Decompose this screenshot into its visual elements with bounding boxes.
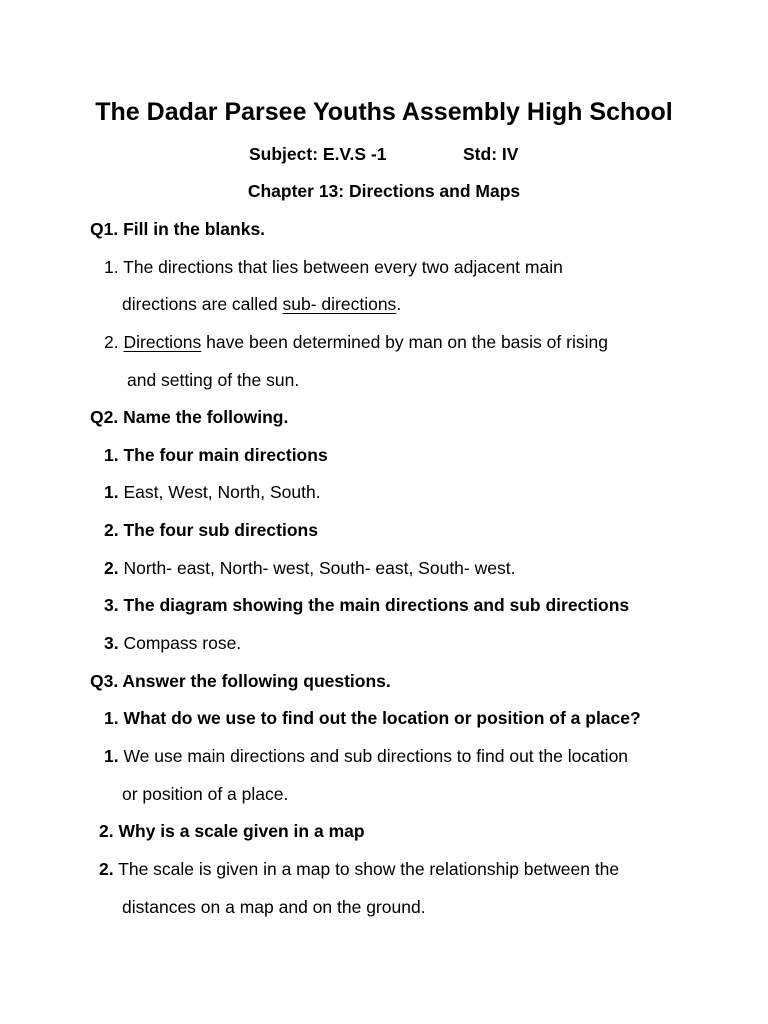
q2-answer-1 [104,480,321,504]
q1-item2-line1 [104,330,608,354]
q1-item2-number: 2. [104,332,119,352]
q1-item1-text-a: The directions that lies between every two adjacent main [123,257,563,277]
q3-answer-2-line1 [99,857,619,881]
q3-answer-1-line1 [104,744,628,768]
q2-answer-1-text: East, West, North, South. [123,482,321,502]
q1-item2-answer: Directions [123,332,202,352]
q3-question-1-text: What do we use to find out the location or position of a place? [123,708,641,728]
q1-item1-text-b-post: . [396,294,402,314]
q3-heading: Q3. Answer the following questions. [90,671,391,691]
q1-item2-line2: and setting of the sun. [127,370,300,390]
q2-question-3-number: 3. [104,595,119,615]
q2-question-1-text: The four main directions [123,445,328,465]
q3-question-1 [104,706,641,730]
q3-question-2 [99,819,365,843]
q2-answer-2-text: North- east, North- west, South- east, South- west. [123,558,516,578]
q2-question-3-text: The diagram showing the main directions and sub directions [123,595,630,615]
q2-question-3 [104,593,629,617]
q3-answer-2-number: 2. [99,859,114,879]
q2-question-2-text: The four sub directions [123,520,318,540]
q1-item1-line2 [122,292,401,316]
q3-question-2-number: 2. [99,821,114,841]
q3-question-2-text: Why is a scale given in a map [118,821,365,841]
q3-answer-2-text-a: The scale is given in a map to show the relationship between the [118,859,620,879]
q1-heading: Q1. Fill in the blanks. [90,219,266,239]
std-label: Std: IV [463,144,519,164]
q2-answer-3 [104,631,241,655]
q2-question-1-number: 1. [104,445,119,465]
q1-item1-answer: sub- directions [282,294,397,314]
q1-item1-line1 [104,255,563,279]
q3-answer-2-line2: distances on a map and on the ground. [122,897,426,917]
q3-question-1-number: 1. [104,708,119,728]
q3-answer-1-number: 1. [104,746,119,766]
chapter-title: Chapter 13: Directions and Maps [247,181,521,201]
q1-item2-text-a-post: have been determined by man on the basis of rising [201,332,608,352]
q3-answer-1-line2: or position of a place. [122,784,289,804]
q2-answer-3-text: Compass rose. [123,633,242,653]
q2-question-2-number: 2. [104,520,119,540]
q2-answer-2 [104,556,515,580]
q1-item1-number: 1. [104,257,119,277]
q2-answer-3-number: 3. [104,633,119,653]
q2-question-2 [104,518,318,542]
q3-answer-1-text-a: We use main directions and sub directions to find out the location [123,746,629,766]
q1-item1-text-b-pre: directions are called [122,294,283,314]
q2-answer-1-number: 1. [104,482,119,502]
school-title: The Dadar Parsee Youths Assembly High School [95,98,673,126]
subject-label: Subject: E.V.S -1 [249,144,387,164]
q2-question-1 [104,443,328,467]
q2-answer-2-number: 2. [104,558,119,578]
q2-heading: Q2. Name the following. [90,407,289,427]
